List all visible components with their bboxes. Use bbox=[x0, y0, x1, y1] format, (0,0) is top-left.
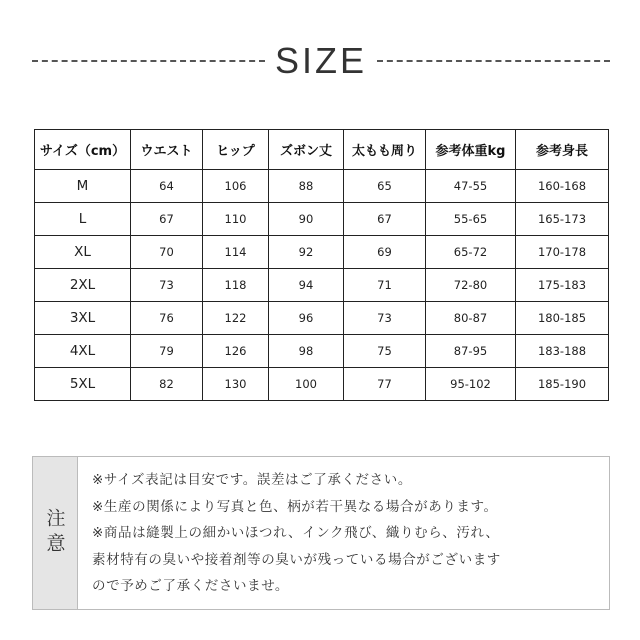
header-height: 参考身長 bbox=[516, 130, 609, 170]
size-cell: 4XL bbox=[35, 335, 131, 368]
waist-cell: 73 bbox=[131, 269, 203, 302]
pants-length-cell: 88 bbox=[269, 170, 344, 203]
hip-cell: 106 bbox=[203, 170, 269, 203]
waist-cell: 70 bbox=[131, 236, 203, 269]
waist-cell: 76 bbox=[131, 302, 203, 335]
waist-cell: 79 bbox=[131, 335, 203, 368]
height-cell: 175-183 bbox=[516, 269, 609, 302]
title-row bbox=[32, 38, 610, 84]
thigh-cell: 65 bbox=[344, 170, 426, 203]
note-line: ※サイズ表記は目安です。誤差はご了承ください。 bbox=[92, 472, 412, 488]
note-line: ※生産の関係により写真と色、柄が若干異なる場合があります。 bbox=[92, 498, 498, 515]
hip-cell: 110 bbox=[203, 203, 269, 236]
height-cell: 165-173 bbox=[516, 203, 609, 236]
hip-cell: 130 bbox=[203, 368, 269, 401]
pants-length-cell: 94 bbox=[269, 269, 344, 302]
thigh-cell: 73 bbox=[344, 302, 426, 335]
notes-label: 注意 bbox=[43, 508, 66, 558]
thigh-cell: 67 bbox=[344, 203, 426, 236]
header-thigh: 太もも周り bbox=[344, 130, 426, 170]
thigh-cell: 75 bbox=[344, 335, 426, 368]
height-cell: 180-185 bbox=[516, 302, 609, 335]
table-row bbox=[35, 269, 609, 302]
header-size: サイズ（cm） bbox=[35, 130, 131, 170]
size-cell: 2XL bbox=[35, 269, 131, 302]
pants-length-cell: 96 bbox=[269, 302, 344, 335]
table-row bbox=[35, 170, 609, 203]
weight-cell: 95-102 bbox=[426, 368, 516, 401]
size-cell: XL bbox=[35, 236, 131, 269]
height-cell: 160-168 bbox=[516, 170, 609, 203]
weight-cell: 72-80 bbox=[426, 269, 516, 302]
hip-cell: 126 bbox=[203, 335, 269, 368]
note-line: ※商品は縫製上の細かいほつれ、インク飛び、織りむら、汚れ、 bbox=[92, 525, 500, 541]
table-row bbox=[35, 335, 609, 368]
pants-length-cell: 92 bbox=[269, 236, 344, 269]
size-cell: 5XL bbox=[35, 368, 131, 401]
header-weight: 参考体重kg bbox=[426, 130, 516, 170]
weight-cell: 87-95 bbox=[426, 335, 516, 368]
notes-body bbox=[78, 457, 609, 609]
size-cell: 3XL bbox=[35, 302, 131, 335]
weight-cell: 47-55 bbox=[426, 170, 516, 203]
waist-cell: 82 bbox=[131, 368, 203, 401]
table-row bbox=[35, 236, 609, 269]
table-row bbox=[35, 302, 609, 335]
height-cell: 185-190 bbox=[516, 368, 609, 401]
note-line: ので予めご了承くださいませ。 bbox=[92, 578, 289, 594]
note-line: 素材特有の臭いや接着剤等の臭いが残っている場合がございます bbox=[92, 551, 501, 568]
height-cell: 170-178 bbox=[516, 236, 609, 269]
page-title: SIZE bbox=[274, 40, 367, 81]
thigh-cell: 69 bbox=[344, 236, 426, 269]
thigh-cell: 71 bbox=[344, 269, 426, 302]
size-cell: M bbox=[35, 170, 131, 203]
hip-cell: 118 bbox=[203, 269, 269, 302]
size-table bbox=[34, 129, 609, 401]
header-waist: ウエスト bbox=[131, 130, 203, 170]
weight-cell: 80-87 bbox=[426, 302, 516, 335]
table-header-row bbox=[35, 130, 609, 170]
notes-label-panel bbox=[33, 457, 78, 609]
pants-length-cell: 98 bbox=[269, 335, 344, 368]
dashed-divider-right bbox=[377, 60, 610, 62]
hip-cell: 122 bbox=[203, 302, 269, 335]
header-hip: ヒップ bbox=[203, 130, 269, 170]
hip-cell: 114 bbox=[203, 236, 269, 269]
weight-cell: 65-72 bbox=[426, 236, 516, 269]
waist-cell: 67 bbox=[131, 203, 203, 236]
waist-cell: 64 bbox=[131, 170, 203, 203]
notes-box bbox=[32, 456, 610, 610]
header-pants-length: ズボン丈 bbox=[269, 130, 344, 170]
pants-length-cell: 100 bbox=[269, 368, 344, 401]
table-row bbox=[35, 203, 609, 236]
table-row bbox=[35, 368, 609, 401]
height-cell: 183-188 bbox=[516, 335, 609, 368]
thigh-cell: 77 bbox=[344, 368, 426, 401]
weight-cell: 55-65 bbox=[426, 203, 516, 236]
size-cell: L bbox=[35, 203, 131, 236]
pants-length-cell: 90 bbox=[269, 203, 344, 236]
